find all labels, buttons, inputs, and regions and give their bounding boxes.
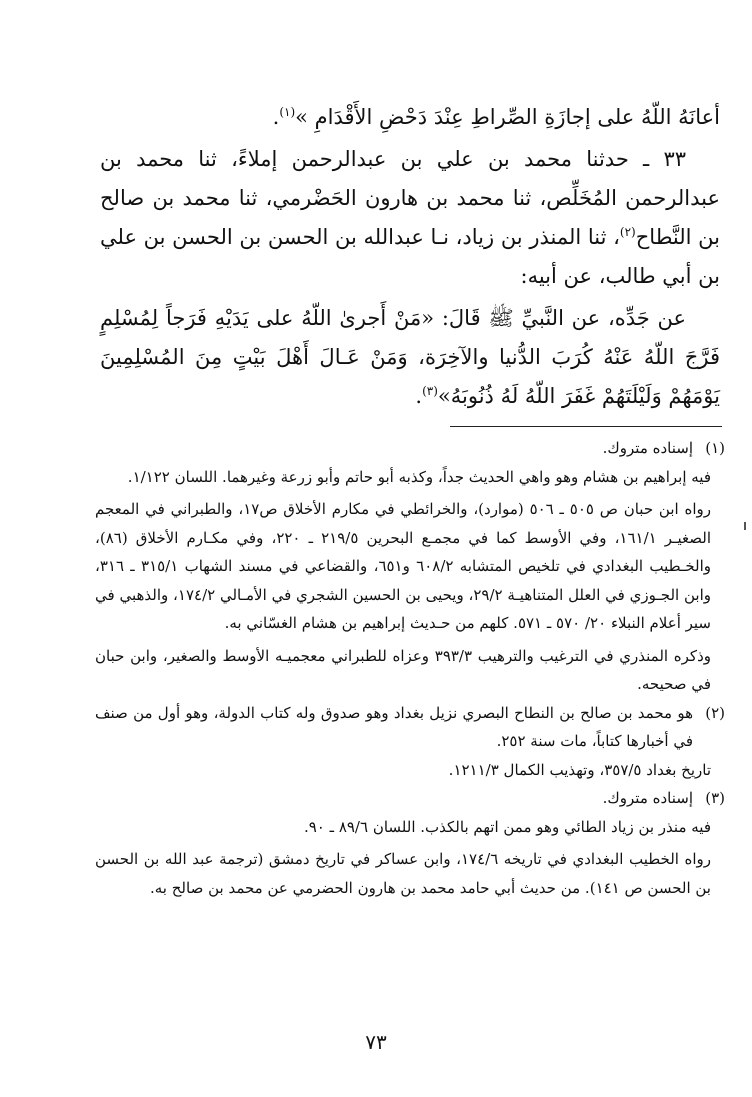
footnote-3	[95, 784, 725, 902]
footnote-ref-2[interactable]: (٢)	[619, 225, 636, 239]
footnote-ref-3[interactable]: (٣)	[422, 384, 438, 398]
footnote-2-para: تاريخ بغداد ٣٥٧/٥، وتهذيب الكمال ١٢١١/٣.	[448, 760, 711, 779]
footnote-2-number: (٢)	[705, 703, 725, 722]
opening-line-text: أعانَهُ اللّهُ على إجازَةِ الصِّراطِ عِنْدَ دَحْضِ الأَقْدَامِ »	[295, 105, 720, 129]
footnote-1-para: وذكره المنذري في الترغيب والترهيب ٣٩٣/٣ وعزاه للطبراني معجميـه الأوسط والصغير، وابن حبان في صحيحه.	[95, 646, 711, 693]
hadith-33-isnad	[100, 140, 720, 296]
hadith-33-isnad-rest: ، ثنا المنذر بن زياد، نـا عبدالله بن الحسن بن الحسن بن علي بن أبي طالب، عن أبيه:	[100, 225, 720, 288]
footnote-1	[95, 434, 725, 699]
footnote-1-para: رواه ابن حبان ص ٥٠٥ ـ ٥٠٦ (موارد)، والخرائطي في مكارم الأخلاق ص١٧، والطبراني في المعجم الصغيـر ١٦١/١، وفي الأوسط كما في مجمـع البحرين ٢١٩/٥ ـ ٢٢٠، وفي مكـارم الأخلاق (٨٦)، والخـطيب البغدادي في تلخيص المتشابه ٦٠٨/٢ و٦٥١، والقضاعي في مسند الشهاب ٣١٥/١ ـ ٣١٦، وابن الجـوزي في العلل المتناهيـة ٢٩/٢، ويحيى بن الحسين الشجري في الأمـالي ١٧٤/٢، والذهبي في سير أعلام النبلاء ٢٠/ ٥٧٠ ـ ٥٧١. كلهم من حـديث إبراهيم بن هشام الغسّاني به.	[95, 500, 711, 632]
footnote-1-para: فيه إبراهيم بن هشام وهو واهي الحديث جداً، وكذبه أبو حاتم وأبو زرعة وغيرهما. اللسان ١/١٢٢.	[127, 467, 711, 486]
opening-line-end: .	[272, 105, 280, 129]
footnote-separator	[450, 426, 722, 427]
opening-line	[100, 98, 720, 137]
hadith-33-isnad-text: ٣٣ ـ حدثنا محمد بن علي بن عبدالرحمن إملاءً، ثنا محمد بن عبدالرحمن المُخَلِّص، ثنا محمد بن هارون الحَضْرمي، ثنا محمد بن صالح بن النَّطاح	[100, 147, 720, 249]
hadith-33-matn-text: عن جَدِّه، عن النَّبيِّ ﷺ قَالَ: «مَنْ أَجرىٰ اللّهُ على يَدَيْهِ فَرَجاً لِمُسْلِمٍ فَرَّجَ اللّهُ عَنْهُ كُرَبَ الدُّنيا والآخِرَة، وَمَنْ عَـالَ أَهْلَ بَيْتٍ مِنَ المُسْلِمِينَ يَوْمَهُمْ وَلَيْلَتَهُمْ غَفَرَ اللّهُ لَهُ ذُنُوبَهُ»	[100, 306, 720, 408]
footnote-3-number: (٣)	[705, 789, 725, 807]
hadith-33-matn	[100, 299, 720, 416]
footnote-2	[95, 699, 725, 785]
footnote-1-head: إسناده متروك.	[602, 439, 693, 457]
hadith-33-matn-end: .	[415, 384, 423, 408]
footnotes	[95, 434, 725, 902]
main-text	[100, 98, 720, 416]
footnote-2-head: هو محمد بن صالح بن النطاح البصري نزيل بغداد وهو صدوق وله كتاب الدولة، وهو أول من صنف في أخبارها كتاباً، مات سنة ٢٥٢.	[95, 703, 693, 750]
footnote-3-para: رواه الخطيب البغدادي في تاريخه ١٧٤/٦، وابن عساكر في تاريخ دمشق (ترجمة عبد الله بن الحسن بن الحسن ص ١٤١). من حديث أبي حامد محمد بن هارون الحضرمي عن محمد بن صالح به.	[95, 850, 712, 897]
page-number: ٧٣	[365, 1030, 387, 1054]
footnote-3-head: إسناده متروك.	[602, 789, 693, 807]
footnote-ref-1[interactable]: (١)	[279, 105, 296, 119]
scan-edge-mark	[744, 522, 746, 530]
footnote-1-number: (١)	[705, 439, 725, 457]
footnote-3-para: فيه منذر بن زياد الطائي وهو ممن اتهم بالكذب. اللسان ٨٩/٦ ـ ٩٠.	[303, 817, 711, 836]
